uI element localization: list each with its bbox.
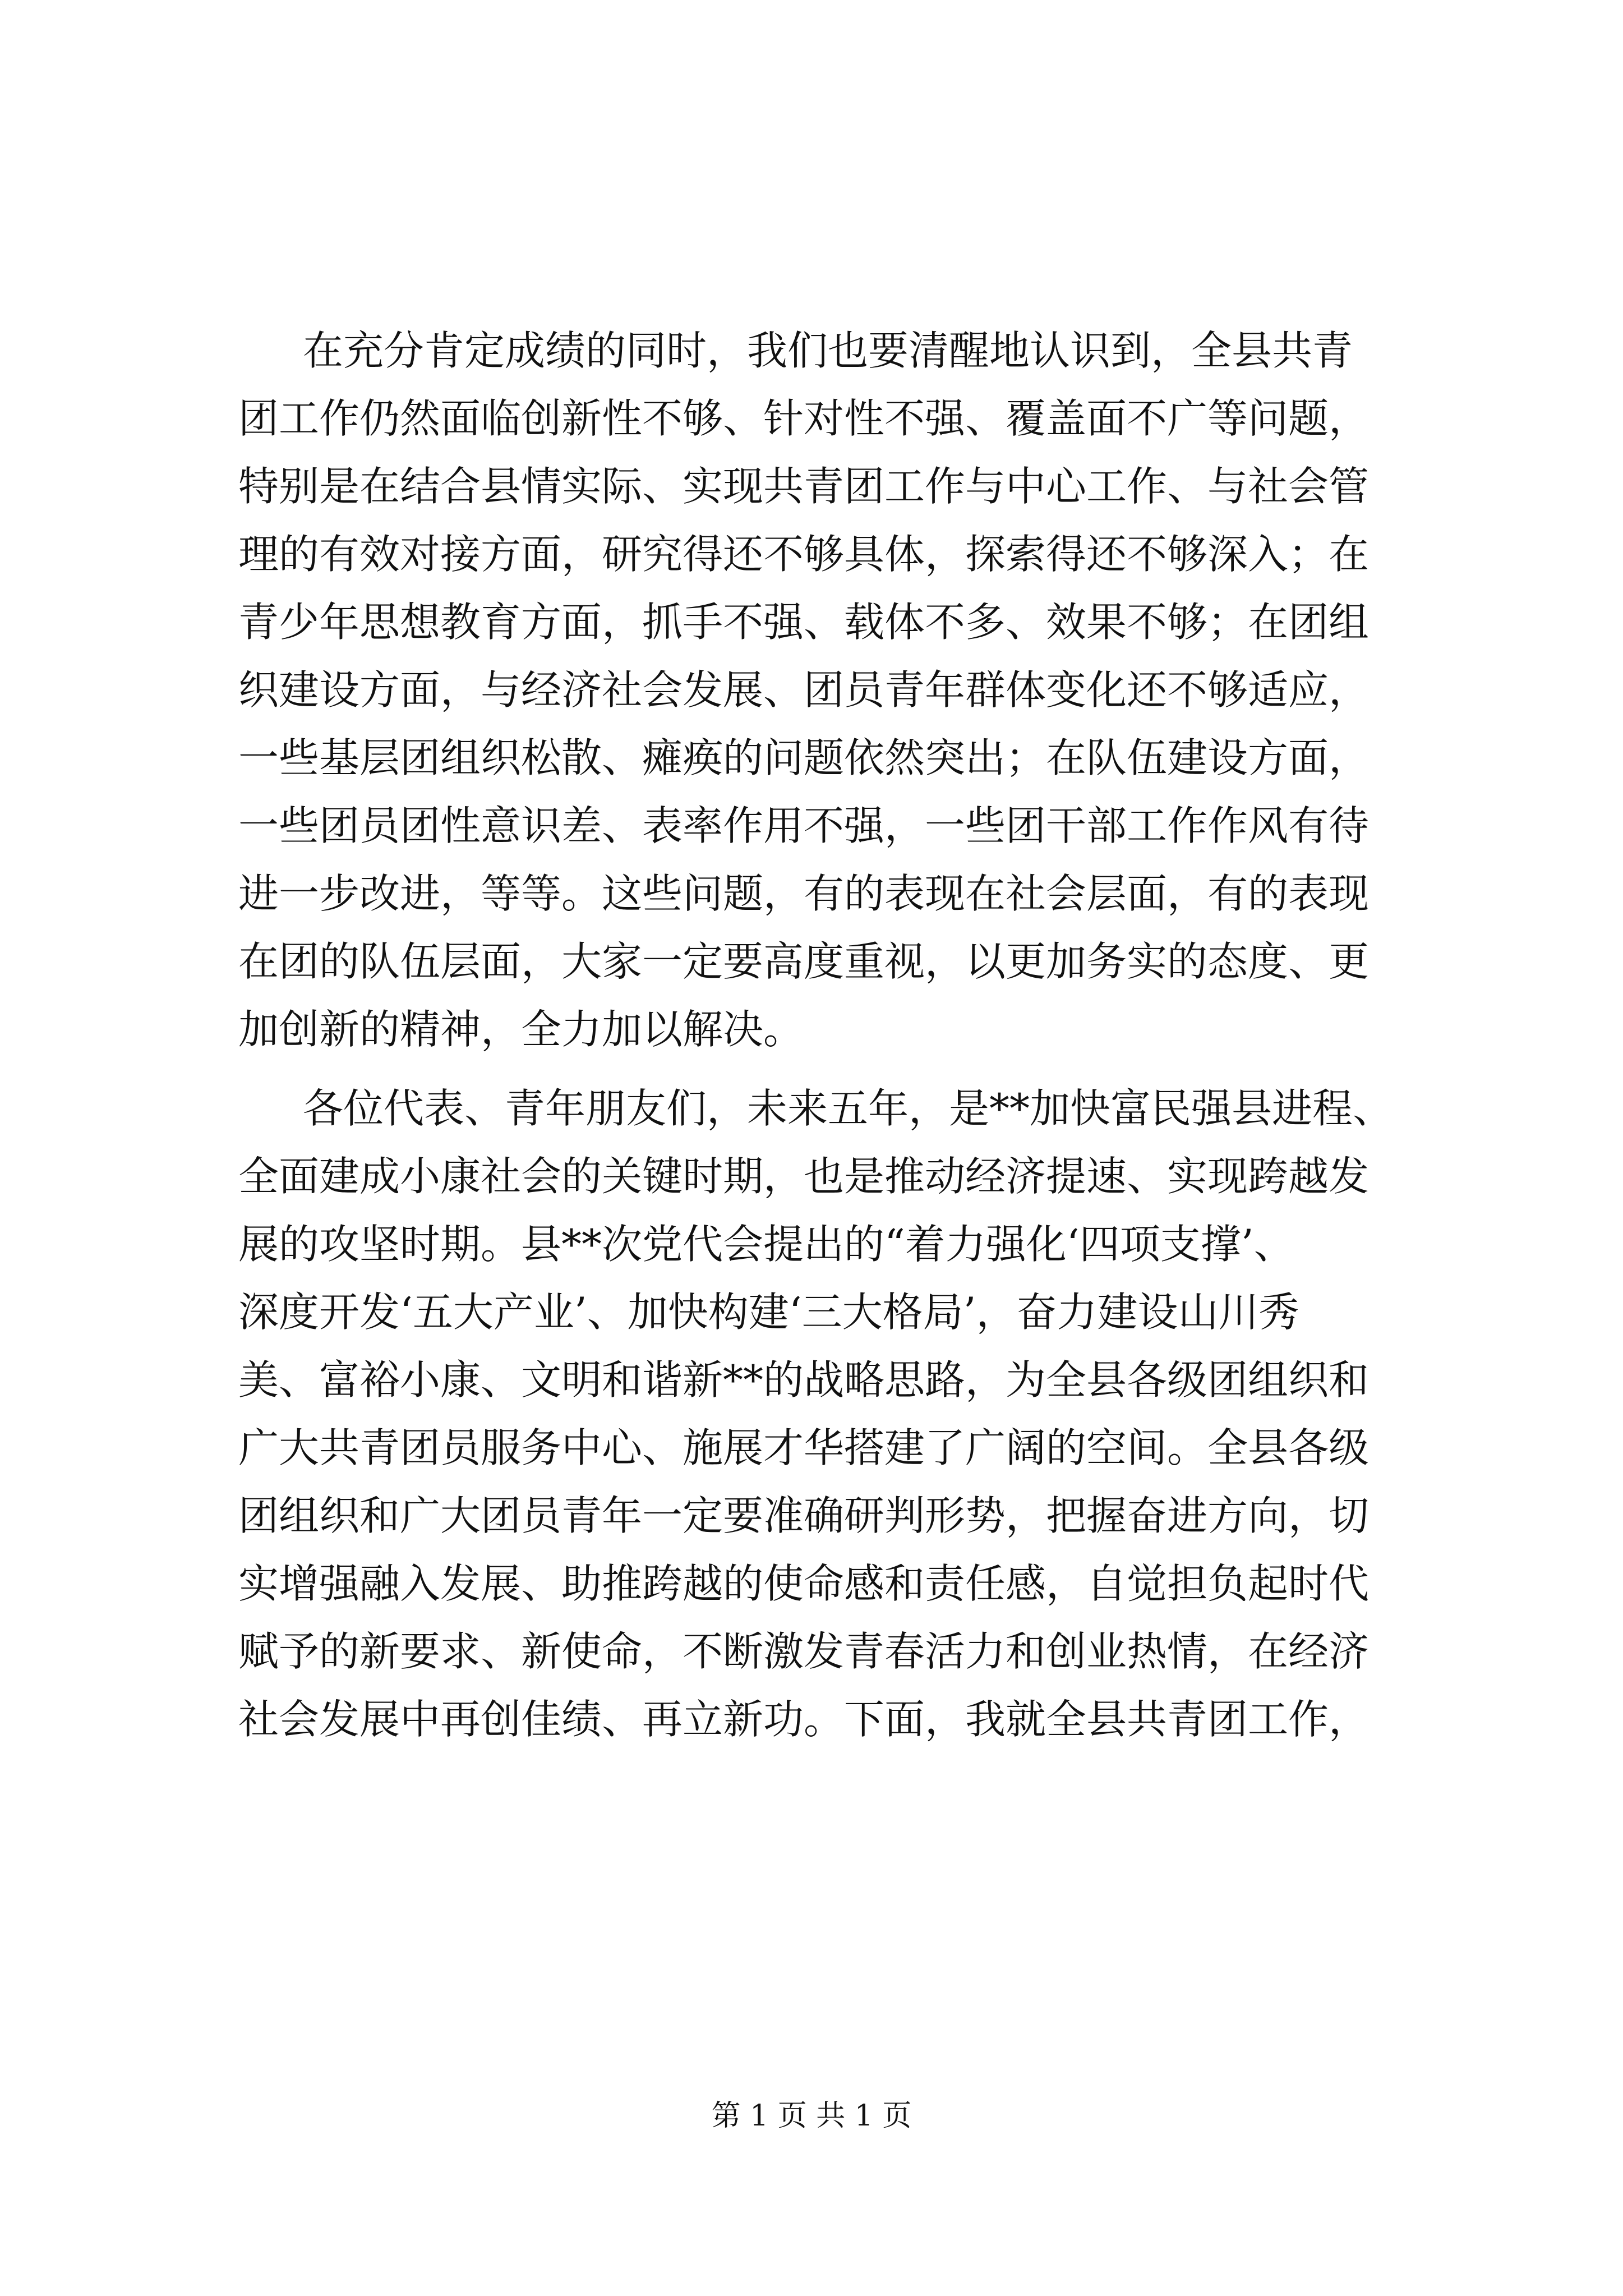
paragraph-1-line-3: 特别是在结合县情实际、实现共青团工作与中心工作、与社会管: [238, 463, 1370, 510]
paragraph-2-line-1: 各位代表、青年朋友们，未来五年，是**加快富民强县进程、: [303, 1085, 1394, 1132]
paragraph-1-line-8: 一些团员团性意识差、表率作用不强，一些团干部工作作风有待: [238, 802, 1370, 849]
paragraph-1-line-11: 加创新的精神，全力加以解决。: [238, 1006, 804, 1053]
paragraph-2-line-5: 美、富裕小康、文明和谐新**的战略思路，为全县各级团组织和: [238, 1356, 1370, 1404]
paragraph-2-line-4: 深度开发‘五大产业’、加快构建‘三大格局’，奋力建设山川秀: [238, 1289, 1299, 1336]
paragraph-1-line-10: 在团的队伍层面，大家一定要高度重视，以更加务实的态度、更: [238, 938, 1370, 985]
paragraph-2-line-3: 展的攻坚时期。县**次党代会提出的“着力强化‘四项支撑’、: [238, 1221, 1294, 1268]
paragraph-2-line-7: 团组织和广大团员青年一定要准确研判形势，把握奋进方向，切: [238, 1492, 1370, 1539]
page-number-footer: 第 1 页 共 1 页: [711, 2099, 912, 2133]
paragraph-2-line-8: 实增强融入发展、助推跨越的使命感和责任感，自觉担负起时代: [238, 1560, 1370, 1607]
paragraph-1-line-2: 团工作仍然面临创新性不够、针对性不强、覆盖面不广等问题，: [238, 395, 1370, 442]
paragraph-2-line-9: 赋予的新要求、新使命，不断激发青春活力和创业热情，在经济: [238, 1628, 1370, 1675]
paragraph-2-line-10: 社会发展中再创佳绩、再立新功。下面，我就全县共青团工作，: [238, 1696, 1370, 1743]
paragraph-1-line-1: 在充分肯定成绩的同时，我们也要清醒地认识到，全县共青: [303, 327, 1353, 374]
paragraph-1-line-7: 一些基层团组织松散、瘫痪的问题依然突出；在队伍建设方面，: [238, 734, 1370, 781]
paragraph-1-line-9: 进一步改进，等等。这些问题，有的表现在社会层面，有的表现: [238, 870, 1370, 917]
paragraph-2-line-2: 全面建成小康社会的关键时期，也是推动经济提速、实现跨越发: [238, 1153, 1370, 1200]
paragraph-2-line-6: 广大共青团员服务中心、施展才华搭建了广阔的空间。全县各级: [238, 1424, 1370, 1471]
paragraph-1-line-6: 织建设方面，与经济社会发展、团员青年群体变化还不够适应，: [238, 666, 1370, 714]
paragraph-1-line-5: 青少年思想教育方面，抓手不强、载体不多、效果不够；在团组: [238, 599, 1370, 646]
paragraph-1-line-4: 理的有效对接方面，研究得还不够具体，探索得还不够深入；在: [238, 531, 1370, 578]
